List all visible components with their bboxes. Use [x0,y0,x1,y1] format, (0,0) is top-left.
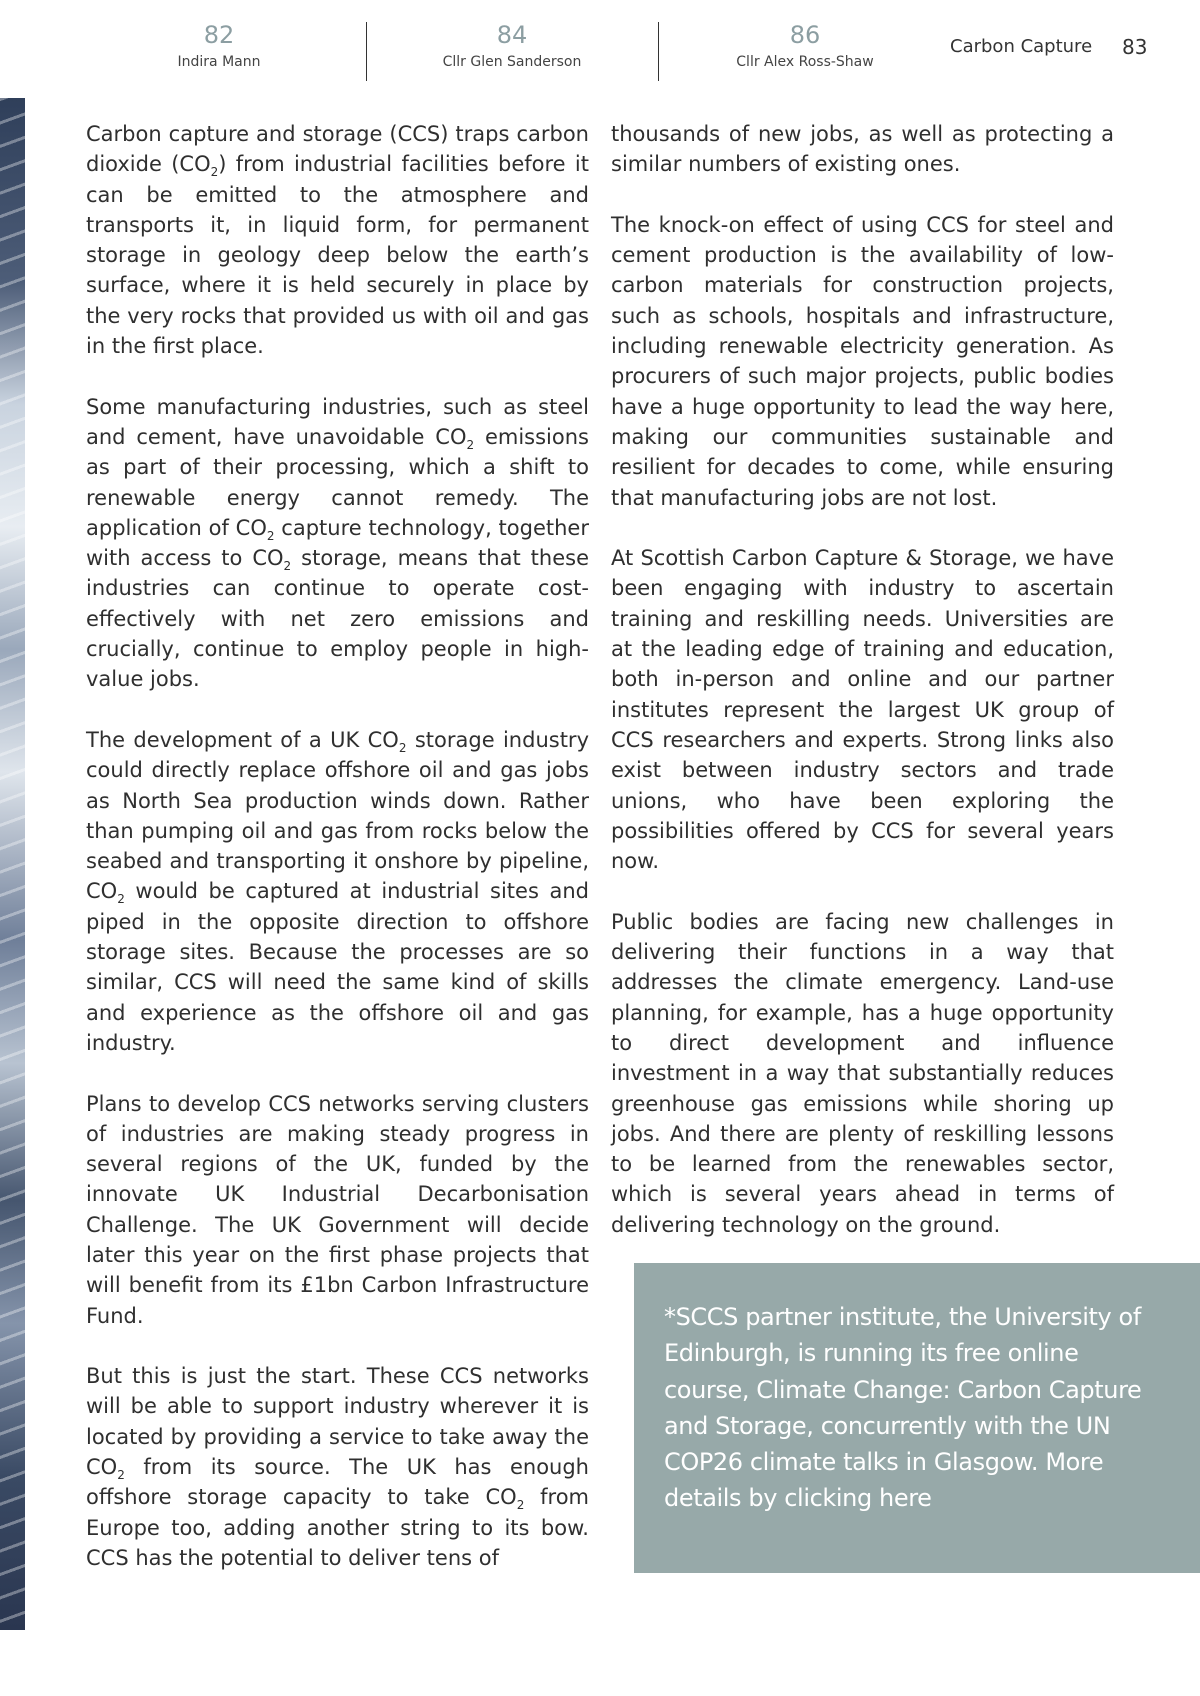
nav-divider [366,22,367,81]
paragraph: Carbon capture and storage (CCS) traps carbon dioxide $(CO_2)$ from industrial facilities before it can be emitted to the atmosphere and transports it, in liquid form, for permanent storage in geology deep below the earth’s surface, where it is held securely in place by the very rocks that provided us with oil and gas in the first place. [86,122,589,359]
article-left-column [86,119,589,1604]
nav-divider [658,22,659,81]
nav-page-number: 84 [496,21,528,49]
nav-link-page-82[interactable] [104,20,334,72]
nav-link-page-84[interactable] [397,20,627,72]
page-number: 83 [1122,35,1148,59]
paragraph: At Scottish Carbon Capture & Storage, we have been engaging with industry to ascertain training and reskilling needs. Universities are at the leading edge of training and education, both in-person and online and our partner institutes represent the largest UK group of CCS researchers and experts. Strong links also exist between industry sectors and trade unions, who have been exploring the possibilities offered by CCS for several years now. [611,546,1114,874]
industrial-photo-strip [0,98,25,1630]
paragraph: The knock-on effect of using CCS for steel and cement production is the availability of low-carbon materials for construction projects, such as schools, hospitals and infrastructure, including renewable electricity generation. As procurers of such major projects, public bodies have a huge opportunity to lead the way here, making our communities sustainable and resilient for decades to come, while ensuring that manufacturing jobs are not lost. [611,212,1114,510]
nav-page-number: 86 [789,21,821,49]
nav-author-name: Cllr Glen Sanderson [442,54,582,70]
paragraph: The development of a UK $CO_2$ storage industry could directly replace offshore oil and gas jobs as North Sea production winds down. Rather than pumping oil and gas from rocks below the seabed and transporting it onshore by pipeline, $CO_2$ would be captured at industrial sites and piped in the opposite direction to offshore storage sites. Because the processes are so similar, CCS will need the same kind of skills and experience as the offshore oil and gas industry. [86,727,589,1055]
course-link[interactable]: *SCCS partner institute, the University of Edinburgh, is running its free online course, Climate Change: Carbon Capture and Storage, concurrently with the UN COP26 climate talks in Glasgow. More details by clicking here [664,1303,1142,1513]
nav-author-name: Cllr Alex Ross-Shaw [736,54,874,70]
article-right-column [611,119,1114,1270]
paragraph: thousands of new jobs, as well as protecting a similar numbers of existing ones. [611,122,1114,177]
nav-link-page-86[interactable] [690,20,920,72]
nav-page-number: 82 [203,21,235,49]
course-callout-box [634,1263,1200,1573]
paragraph: Public bodies are facing new challenges in delivering their functions in a way that addresses the climate emergency. Land-use planning, for example, has a huge opportunity to direct development and influence investment in a way that substantially reduces greenhouse gas emissions while shoring up jobs. And there are plenty of reskilling lessons to be learned from the renewables sector, which is several years ahead in terms of delivering technology on the ground. [611,909,1114,1237]
section-title: Carbon Capture [950,36,1093,57]
nav-author-name: Indira Mann [177,54,261,70]
paragraph: Plans to develop CCS networks serving clusters of industries are making steady progress in several regions of the UK, funded by the innovate UK Industrial Decarbonisation Challenge. The UK Government will decide later this year on the first phase projects that will benefit from its £1bn Carbon Infrastructure Fund. [86,1091,589,1328]
paragraph: But this is just the start. These CCS networks will be able to support industry wherever it is located by providing a service to take away the $CO_2$ from its source. The UK has enough offshore storage capacity to take $CO_2$ from Europe too, adding another string to its bow. CCS has the potential to deliver tens of [86,1364,590,1570]
paragraph: Some manufacturing industries, such as steel and cement, have unavoidable $CO_2$ emissions as part of their processing, which a shift to renewable energy cannot remedy. The application of $CO_2$ capture technology, together with access to $CO_2$ storage, means that these industries can continue to operate cost-effectively with net zero emissions and crucially, continue to employ people in high-value jobs. [86,394,589,692]
